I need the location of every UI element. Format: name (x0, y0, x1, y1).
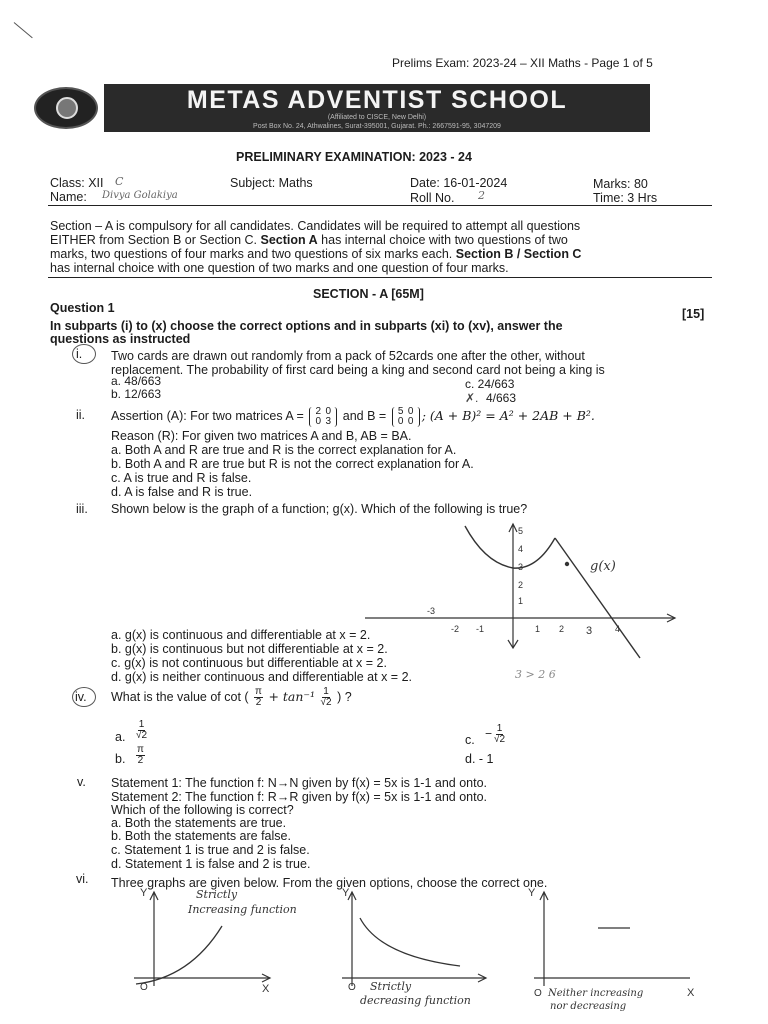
g3-note-1: Neither increasing (548, 988, 644, 999)
instruction-2c: has internal choice with two questions of two (317, 233, 568, 247)
g3-origin: O (534, 988, 542, 999)
q4-text (111, 684, 352, 710)
school-name: METAS ADVENTIST SCHOOL (186, 86, 568, 114)
q3-xtick-2: 2 (559, 624, 565, 634)
q2-number: ii. (76, 408, 86, 422)
q4-number: iv. (75, 690, 87, 704)
class-label: Class: XII (50, 176, 104, 190)
section-a-title: SECTION - A [65M] (313, 287, 424, 301)
q4-text-pre: What is the value of cot ( (111, 690, 249, 704)
school-seal-icon (56, 97, 78, 119)
g1-x-label: X (262, 983, 270, 995)
name-handwritten: Divya Golakiya (102, 190, 178, 201)
q5-option-b: b. Both the statements are false. (111, 829, 291, 843)
date-label: Date: 16-01-2024 (410, 176, 508, 190)
g2-y-label: Y (342, 887, 350, 899)
q3-xtick-1: 1 (535, 624, 541, 634)
corner-mark (14, 22, 33, 38)
q3-function-graph (355, 518, 685, 663)
q3-curve-right (555, 538, 640, 658)
q4-option-a-label: a. (115, 730, 126, 744)
q4-text-post: ) ? (337, 690, 352, 704)
q3-option-a: a. g(x) is continuous and differentiable at x = 2. (111, 628, 371, 642)
instruction-3a: marks, two questions of four marks and two questions of six marks each. (50, 247, 456, 261)
g1-curve (136, 926, 222, 984)
q4-option-b-value: $\frac{\pi}{2}$ (137, 744, 144, 766)
q5-number: v. (77, 775, 86, 789)
section-a-instruction-1: In subparts (i) to (x) choose the correct options and in subparts (xi) to (xv), answer the (50, 319, 563, 333)
q1-option-b: b. 12/663 (111, 387, 162, 401)
q2-option-a: a. Both A and R are true and R is the correct explanation for A. (111, 443, 457, 457)
instruction-line-2 (50, 233, 568, 247)
q3-margin-note: 3 > 2 6 (515, 668, 556, 681)
instruction-line-3 (50, 247, 581, 261)
school-banner (104, 84, 650, 132)
marks-label: Marks: 80 (593, 177, 648, 191)
q3-text: Shown below is the graph of a function; g(x). Which of the following is true? (111, 502, 528, 516)
q3-xtick-neg2: -2 (451, 624, 460, 634)
school-affiliation: (Affiliated to CISCE, New Delhi) (327, 114, 427, 121)
q2-option-d: d. A is false and R is true. (111, 485, 253, 499)
q3-ytick-2: 2 (518, 580, 524, 590)
roll-handwritten: 2 (478, 189, 485, 202)
instructions-divider (48, 277, 712, 278)
q3-xtick-neg3: -3 (427, 606, 436, 616)
school-address: Post Box No. 24, Athwalines, Surat-395001, Gujarat. Ph.: 2667591-95, 3047209 (253, 123, 501, 130)
q3-xtick-3: 3 (586, 625, 593, 637)
q4-option-c-label: c. (465, 733, 475, 747)
q1-text-line-2: replacement. The probability of first card being a king and second card not being a king is (111, 363, 605, 377)
q3-curve-left (465, 526, 555, 568)
q3-graph-label: g(x) (590, 559, 616, 574)
q2-assertion-post: ; (A + B)² = A² + 2AB + B². (421, 408, 595, 423)
q1-option-d-mark: ✗. (465, 391, 479, 405)
q3-ytick-4: 4 (518, 544, 524, 554)
g1-origin: O (140, 982, 148, 993)
school-logo (34, 87, 98, 129)
g2-note-1: Strictly (370, 980, 412, 993)
q5-option-c: c. Statement 1 is true and 2 is false. (111, 843, 310, 857)
q2-assertion (111, 405, 595, 427)
q2-assertion-pre: Assertion (A): For two matrices A = (111, 409, 304, 423)
q6-graphs (130, 886, 710, 1016)
question-1-label: Question 1 (50, 301, 115, 315)
q1-option-a: a. 48/663 (111, 374, 162, 388)
q2-option-b: b. Both A and R are true but R is not the correct explanation for A. (111, 457, 474, 471)
q4-pi-over-2: $\frac{\pi}{2}$ (255, 686, 262, 709)
q2-option-c: c. A is true and R is false. (111, 471, 252, 485)
question-1-marks: [15] (682, 307, 705, 321)
q5-option-a: a. Both the statements are true. (111, 816, 287, 830)
q3-ytick-5: 5 (518, 526, 524, 536)
q5-option-d: d. Statement 1 is false and 2 is true. (111, 857, 311, 871)
q3-xtick-4: 4 (615, 624, 621, 634)
instruction-2b: Section A (260, 233, 318, 247)
q3-number: iii. (76, 502, 88, 516)
name-label: Name: (50, 190, 87, 204)
q1-option-c: c. 24/663 (465, 377, 515, 391)
roll-label: Roll No. (410, 191, 455, 205)
q3-option-d: d. g(x) is neither continuous and differentiable at x = 2. (111, 670, 412, 684)
q4-option-a-value: $\frac{1}{√2}$ (136, 719, 148, 741)
section-a-instruction-2: questions as instructed (50, 332, 191, 346)
exam-title: PRELIMINARY EXAMINATION: 2023 - 24 (236, 150, 472, 164)
q4-option-d: d. - 1 (465, 752, 494, 766)
instruction-2a: EITHER from Section B or Section C. (50, 233, 261, 247)
q3-ytick-1: 1 (518, 596, 524, 606)
q3-point (565, 562, 569, 566)
instruction-line-4: has internal choice with one question of two marks and one question of four marks. (50, 261, 509, 275)
instruction-3b: Section B / Section C (455, 247, 582, 261)
q3-option-b: b. g(x) is continuous but not differentiable at x = 2. (111, 642, 388, 656)
matrix-b: 5 0 0 0 (392, 407, 420, 427)
q1-number: i. (76, 347, 83, 361)
q2-reason: Reason (R): For given two matrices A and B, AB = BA. (111, 429, 412, 443)
q4-one-over-root2: $\frac{1}{√2}$ (320, 686, 332, 709)
q1-text-line-1: Two cards are drawn out randomly from a pack of 52cards one after the other, without (111, 349, 585, 363)
instruction-line-1: Section – A is compulsory for all candidates. Candidates will be required to attempt all questions (50, 219, 581, 233)
q5-ask: Which of the following is correct? (111, 803, 294, 817)
g3-note-2: nor decreasing (550, 1001, 627, 1012)
g3-x-label: X (687, 987, 695, 999)
q5-statement-2: Statement 2: The function f: R→R given by f(x) = 5x is 1-1 and onto. (111, 790, 488, 804)
q2-and-b: and B = (342, 409, 387, 423)
q3-option-c: c. g(x) is not continuous but differentiable at x = 2. (111, 656, 387, 670)
info-divider (48, 205, 712, 206)
g1-note-1: Strictly (196, 888, 238, 901)
g1-y-label: Y (140, 887, 148, 899)
time-label: Time: 3 Hrs (593, 191, 658, 205)
g2-curve (360, 918, 460, 966)
q6-text: Three graphs are given below. From the given options, choose the correct one. (111, 876, 548, 890)
q4-option-b-label: b. (115, 752, 126, 766)
q1-option-d: 4/663 (486, 391, 517, 405)
q4-option-c-value: − $\frac{1}{√2}$ (485, 723, 506, 745)
q6-number: vi. (76, 872, 89, 886)
q5-statement-1: Statement 1: The function f: N→N given by f(x) = 5x is 1-1 and onto. (111, 776, 488, 790)
exam-page-line: Prelims Exam: 2023-24 – XII Maths - Page 1 of 5 (392, 56, 653, 70)
g1-note-2: Increasing function (188, 903, 297, 916)
q3-xtick-neg1: -1 (476, 624, 485, 634)
g2-note-2: decreasing function (360, 994, 471, 1007)
class-handwritten: C (115, 175, 124, 188)
g3-y-label: Y (528, 887, 536, 899)
q4-text-mid: + tan⁻¹ (268, 689, 316, 704)
subject-label: Subject: Maths (230, 176, 313, 190)
g2-origin: O (348, 982, 356, 993)
matrix-a: 2 0 0 3 (309, 407, 337, 427)
q3-ytick-3: 3 (518, 562, 524, 572)
